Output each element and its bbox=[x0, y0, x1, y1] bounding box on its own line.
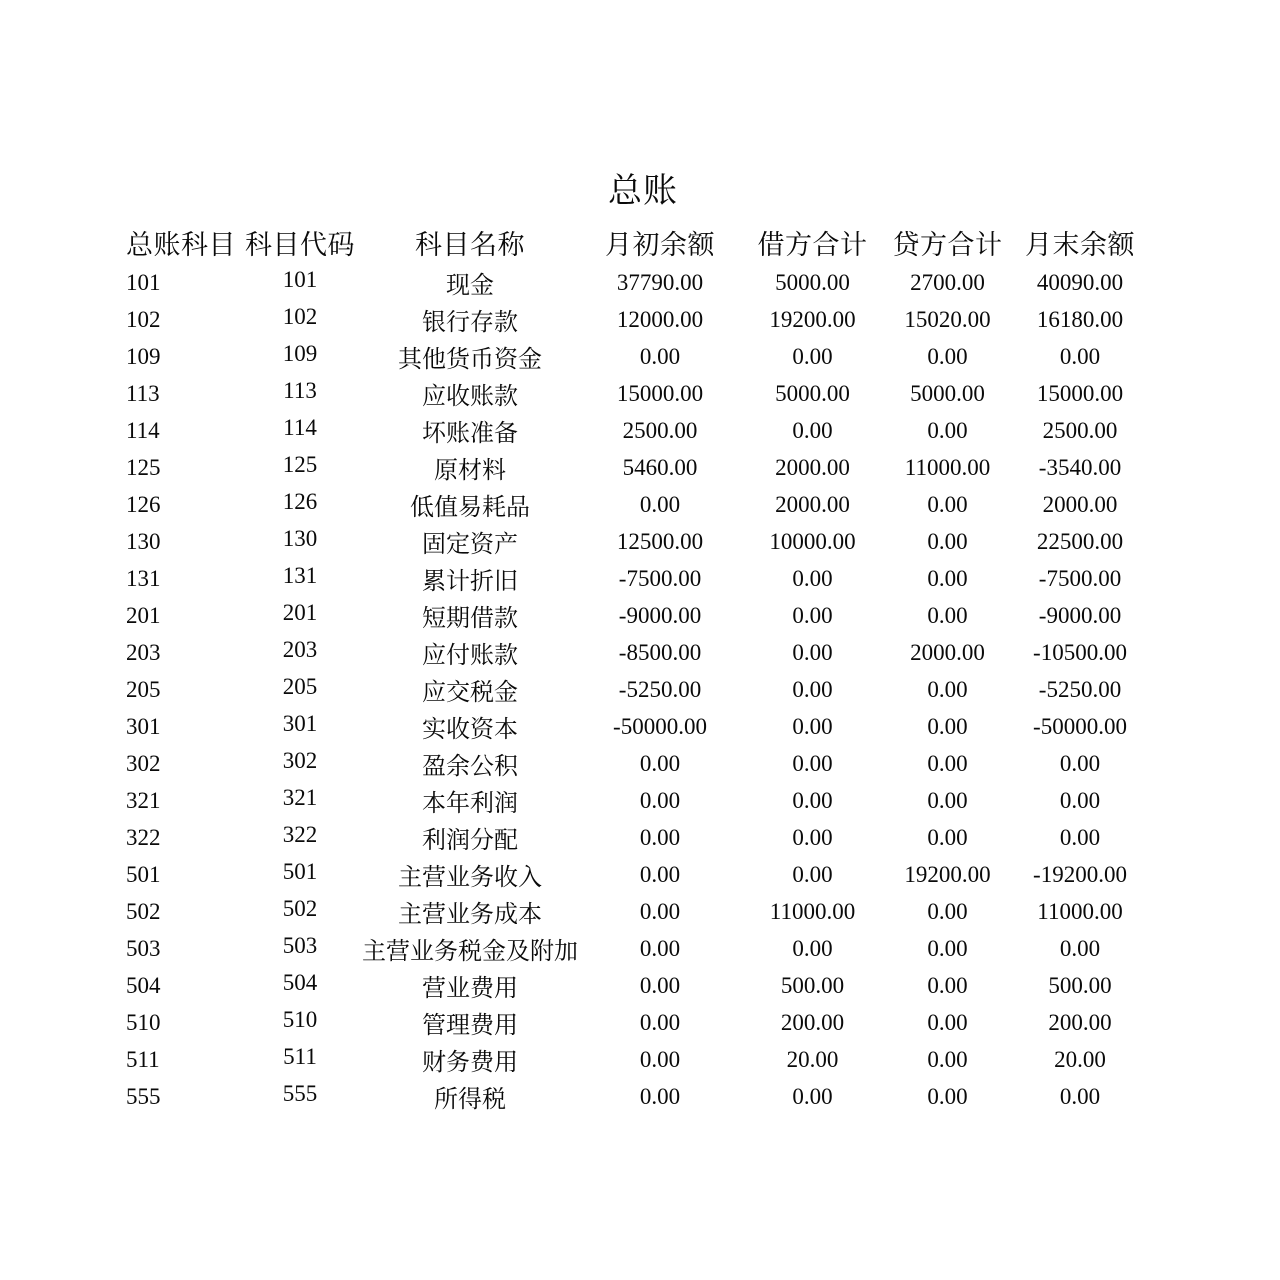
cell-opening_balance: 0.00 bbox=[639, 972, 681, 998]
column-header-account_code: 科目代码 bbox=[245, 229, 355, 260]
cell-debit_total: 20.00 bbox=[786, 1046, 839, 1072]
column-header-opening_balance: 月初余额 bbox=[605, 229, 715, 260]
cell-account_code: 125 bbox=[282, 451, 318, 477]
table-row bbox=[126, 671, 1150, 708]
cell-debit_total: 0.00 bbox=[792, 861, 833, 887]
cell-credit_total: 0.00 bbox=[927, 491, 968, 517]
cell-ledger_account: 322 bbox=[126, 824, 161, 850]
cell-account_name: 短期借款 bbox=[422, 606, 518, 632]
cell-debit_total: 0.00 bbox=[792, 750, 833, 776]
cell-closing_balance: -3540.00 bbox=[1038, 454, 1122, 480]
cell-credit_total: 0.00 bbox=[927, 750, 968, 776]
cell-closing_balance: 2000.00 bbox=[1042, 491, 1118, 517]
cell-account_code: 101 bbox=[282, 266, 318, 292]
table-row bbox=[126, 1041, 1150, 1078]
table-row bbox=[126, 375, 1150, 412]
cell-credit_total: 11000.00 bbox=[904, 454, 991, 480]
table-row bbox=[126, 708, 1150, 745]
cell-opening_balance: -50000.00 bbox=[613, 713, 707, 739]
cell-credit_total: 0.00 bbox=[927, 676, 968, 702]
table-row bbox=[126, 301, 1150, 338]
cell-ledger_account: 302 bbox=[126, 750, 161, 776]
table-row bbox=[126, 449, 1150, 486]
cell-closing_balance: 0.00 bbox=[1059, 935, 1101, 961]
cell-account_name: 其他货币资金 bbox=[398, 347, 542, 373]
cell-debit_total: 5000.00 bbox=[775, 269, 850, 295]
cell-debit_total: 500.00 bbox=[780, 972, 845, 998]
cell-credit_total: 0.00 bbox=[927, 1046, 968, 1072]
cell-debit_total: 2000.00 bbox=[775, 454, 850, 480]
cell-ledger_account: 503 bbox=[126, 935, 161, 961]
cell-account_code: 503 bbox=[282, 932, 318, 958]
cell-debit_total: 10000.00 bbox=[769, 528, 856, 554]
cell-debit_total: 2000.00 bbox=[775, 491, 850, 517]
table-row bbox=[126, 1078, 1150, 1115]
cell-credit_total: 0.00 bbox=[927, 1009, 968, 1035]
cell-account_name: 实收资本 bbox=[422, 717, 518, 743]
cell-opening_balance: 5460.00 bbox=[622, 454, 698, 480]
cell-opening_balance: -5250.00 bbox=[618, 676, 702, 702]
cell-account_name: 管理费用 bbox=[422, 1013, 518, 1039]
cell-credit_total: 5000.00 bbox=[910, 380, 985, 406]
cell-account_code: 113 bbox=[283, 377, 317, 403]
table-row bbox=[126, 893, 1150, 930]
cell-closing_balance: -10500.00 bbox=[1033, 639, 1127, 665]
cell-opening_balance: 0.00 bbox=[639, 824, 681, 850]
cell-credit_total: 0.00 bbox=[927, 713, 968, 739]
cell-credit_total: 0.00 bbox=[927, 787, 968, 813]
cell-account_code: 109 bbox=[282, 340, 318, 366]
table-body bbox=[126, 264, 1150, 1115]
table-header bbox=[126, 220, 1150, 264]
cell-account_name: 主营业务收入 bbox=[398, 865, 542, 891]
cell-debit_total: 0.00 bbox=[792, 935, 833, 961]
cell-opening_balance: 0.00 bbox=[639, 898, 681, 924]
cell-opening_balance: 0.00 bbox=[639, 1009, 681, 1035]
cell-account_name: 主营业务税金及附加 bbox=[362, 939, 578, 965]
cell-debit_total: 200.00 bbox=[780, 1009, 845, 1035]
cell-closing_balance: 0.00 bbox=[1059, 1083, 1101, 1109]
cell-debit_total: 0.00 bbox=[792, 713, 833, 739]
cell-opening_balance: 2500.00 bbox=[622, 417, 698, 443]
column-header-credit_total: 贷方合计 bbox=[892, 229, 1003, 260]
cell-closing_balance: 20.00 bbox=[1054, 1046, 1106, 1072]
cell-account_code: 510 bbox=[282, 1006, 318, 1032]
cell-opening_balance: -9000.00 bbox=[618, 602, 702, 628]
cell-ledger_account: 511 bbox=[126, 1046, 160, 1072]
cell-account_name: 坏账准备 bbox=[422, 421, 518, 447]
cell-credit_total: 0.00 bbox=[927, 602, 968, 628]
cell-account_name: 利润分配 bbox=[422, 828, 518, 854]
cell-ledger_account: 321 bbox=[126, 787, 161, 813]
cell-closing_balance: 11000.00 bbox=[1037, 898, 1123, 924]
cell-account_name: 银行存款 bbox=[422, 310, 518, 336]
cell-ledger_account: 504 bbox=[126, 972, 161, 998]
cell-account_name: 应交税金 bbox=[422, 680, 518, 706]
cell-account_name: 营业费用 bbox=[422, 976, 518, 1002]
cell-account_name: 现金 bbox=[446, 273, 494, 299]
table-row bbox=[126, 745, 1150, 782]
cell-ledger_account: 102 bbox=[126, 306, 161, 332]
cell-debit_total: 11000.00 bbox=[769, 898, 856, 924]
table-row bbox=[126, 634, 1150, 671]
cell-account_code: 205 bbox=[282, 673, 318, 699]
cell-account_name: 固定资产 bbox=[422, 532, 518, 558]
cell-debit_total: 19200.00 bbox=[769, 306, 856, 332]
cell-opening_balance: 12500.00 bbox=[616, 528, 704, 554]
cell-credit_total: 2000.00 bbox=[910, 639, 985, 665]
cell-credit_total: 0.00 bbox=[927, 824, 968, 850]
cell-account_code: 501 bbox=[282, 858, 318, 884]
cell-account_code: 504 bbox=[282, 969, 318, 995]
cell-account_code: 130 bbox=[282, 525, 318, 551]
cell-opening_balance: 12000.00 bbox=[616, 306, 704, 332]
cell-ledger_account: 555 bbox=[126, 1083, 161, 1109]
table-row bbox=[126, 1004, 1150, 1041]
column-header-account_name: 科目名称 bbox=[415, 229, 525, 260]
cell-account_code: 203 bbox=[282, 636, 318, 662]
table-row bbox=[126, 523, 1150, 560]
cell-debit_total: 0.00 bbox=[792, 343, 833, 369]
cell-closing_balance: 200.00 bbox=[1048, 1009, 1112, 1035]
cell-credit_total: 0.00 bbox=[927, 1083, 968, 1109]
cell-opening_balance: -8500.00 bbox=[618, 639, 702, 665]
cell-closing_balance: 2500.00 bbox=[1042, 417, 1118, 443]
cell-opening_balance: 0.00 bbox=[639, 1046, 681, 1072]
column-header-closing_balance: 月末余额 bbox=[1025, 229, 1135, 260]
cell-account_name: 原材料 bbox=[434, 458, 506, 484]
cell-closing_balance: 0.00 bbox=[1059, 750, 1101, 776]
cell-credit_total: 19200.00 bbox=[904, 861, 991, 887]
cell-account_code: 502 bbox=[282, 895, 318, 921]
cell-closing_balance: 22500.00 bbox=[1036, 528, 1124, 554]
cell-debit_total: 0.00 bbox=[792, 676, 833, 702]
cell-account_name: 本年利润 bbox=[422, 791, 518, 817]
cell-account_code: 511 bbox=[283, 1043, 317, 1069]
cell-ledger_account: 109 bbox=[126, 343, 161, 369]
cell-ledger_account: 114 bbox=[126, 417, 160, 443]
cell-ledger_account: 126 bbox=[126, 491, 161, 517]
cell-credit_total: 0.00 bbox=[927, 972, 968, 998]
cell-ledger_account: 205 bbox=[126, 676, 161, 702]
cell-closing_balance: -9000.00 bbox=[1038, 602, 1122, 628]
cell-opening_balance: 15000.00 bbox=[616, 380, 704, 406]
cell-opening_balance: 0.00 bbox=[639, 1083, 681, 1109]
cell-account_name: 应付账款 bbox=[422, 643, 518, 669]
cell-debit_total: 5000.00 bbox=[775, 380, 850, 406]
cell-debit_total: 0.00 bbox=[792, 787, 833, 813]
cell-account_code: 114 bbox=[283, 414, 317, 440]
cell-closing_balance: 0.00 bbox=[1059, 824, 1101, 850]
page-title: 总账 bbox=[608, 173, 678, 210]
cell-account_code: 321 bbox=[282, 784, 318, 810]
cell-ledger_account: 113 bbox=[126, 380, 160, 406]
cell-account_name: 财务费用 bbox=[422, 1050, 518, 1076]
cell-credit_total: 2700.00 bbox=[910, 269, 985, 295]
cell-credit_total: 0.00 bbox=[927, 935, 968, 961]
cell-ledger_account: 125 bbox=[126, 454, 161, 480]
cell-ledger_account: 131 bbox=[126, 565, 161, 591]
cell-debit_total: 0.00 bbox=[792, 1083, 833, 1109]
cell-closing_balance: 15000.00 bbox=[1036, 380, 1124, 406]
cell-closing_balance: 40090.00 bbox=[1036, 269, 1124, 295]
cell-account_name: 所得税 bbox=[434, 1087, 506, 1113]
column-header-debit_total: 借方合计 bbox=[757, 229, 868, 260]
cell-ledger_account: 201 bbox=[126, 602, 161, 628]
cell-ledger_account: 510 bbox=[126, 1009, 161, 1035]
cell-closing_balance: 0.00 bbox=[1059, 343, 1101, 369]
table-row bbox=[126, 930, 1150, 967]
cell-closing_balance: 16180.00 bbox=[1036, 306, 1124, 332]
table-row bbox=[126, 412, 1150, 449]
cell-closing_balance: -50000.00 bbox=[1033, 713, 1127, 739]
cell-closing_balance: 500.00 bbox=[1048, 972, 1112, 998]
cell-opening_balance: 0.00 bbox=[639, 787, 681, 813]
cell-account_name: 应收账款 bbox=[422, 384, 518, 410]
cell-account_name: 累计折旧 bbox=[422, 569, 518, 595]
table-row bbox=[126, 338, 1150, 375]
cell-account_code: 322 bbox=[282, 821, 318, 847]
cell-debit_total: 0.00 bbox=[792, 824, 833, 850]
table-row bbox=[126, 967, 1150, 1004]
table-row bbox=[126, 597, 1150, 634]
cell-debit_total: 0.00 bbox=[792, 565, 833, 591]
cell-debit_total: 0.00 bbox=[792, 639, 833, 665]
cell-debit_total: 0.00 bbox=[792, 417, 833, 443]
cell-account_code: 201 bbox=[282, 599, 318, 625]
cell-account_name: 低值易耗品 bbox=[410, 495, 530, 521]
cell-opening_balance: 0.00 bbox=[639, 935, 681, 961]
cell-closing_balance: -7500.00 bbox=[1038, 565, 1122, 591]
cell-debit_total: 0.00 bbox=[792, 602, 833, 628]
cell-ledger_account: 101 bbox=[126, 269, 161, 295]
cell-opening_balance: 0.00 bbox=[639, 491, 681, 517]
cell-opening_balance: 0.00 bbox=[639, 750, 681, 776]
cell-credit_total: 0.00 bbox=[927, 417, 968, 443]
cell-ledger_account: 502 bbox=[126, 898, 161, 924]
cell-account_code: 102 bbox=[282, 303, 318, 329]
cell-credit_total: 0.00 bbox=[927, 528, 968, 554]
cell-ledger_account: 501 bbox=[126, 861, 161, 887]
cell-credit_total: 0.00 bbox=[927, 898, 968, 924]
cell-ledger_account: 130 bbox=[126, 528, 161, 554]
cell-account_code: 126 bbox=[282, 488, 318, 514]
table-row bbox=[126, 819, 1150, 856]
cell-account_code: 131 bbox=[282, 562, 318, 588]
column-header-ledger_account: 总账科目 bbox=[126, 229, 236, 260]
cell-closing_balance: 0.00 bbox=[1059, 787, 1101, 813]
table-row bbox=[126, 560, 1150, 597]
table-header-row bbox=[126, 220, 1150, 264]
ledger-table bbox=[126, 220, 1150, 1115]
cell-credit_total: 0.00 bbox=[927, 343, 968, 369]
cell-account_code: 302 bbox=[282, 747, 318, 773]
cell-closing_balance: -5250.00 bbox=[1038, 676, 1122, 702]
cell-opening_balance: 0.00 bbox=[639, 343, 681, 369]
cell-opening_balance: -7500.00 bbox=[618, 565, 702, 591]
cell-credit_total: 15020.00 bbox=[904, 306, 991, 332]
cell-ledger_account: 301 bbox=[126, 713, 161, 739]
cell-closing_balance: -19200.00 bbox=[1033, 861, 1127, 887]
table-row bbox=[126, 782, 1150, 819]
cell-opening_balance: 0.00 bbox=[639, 861, 681, 887]
cell-account_name: 盈余公积 bbox=[422, 754, 518, 780]
cell-opening_balance: 37790.00 bbox=[616, 269, 704, 295]
cell-ledger_account: 203 bbox=[126, 639, 161, 665]
table-row bbox=[126, 486, 1150, 523]
cell-account_code: 555 bbox=[282, 1080, 318, 1106]
cell-account_code: 301 bbox=[282, 710, 318, 736]
table-row bbox=[126, 264, 1150, 301]
cell-credit_total: 0.00 bbox=[927, 565, 968, 591]
cell-account_name: 主营业务成本 bbox=[398, 902, 542, 928]
table-row bbox=[126, 856, 1150, 893]
